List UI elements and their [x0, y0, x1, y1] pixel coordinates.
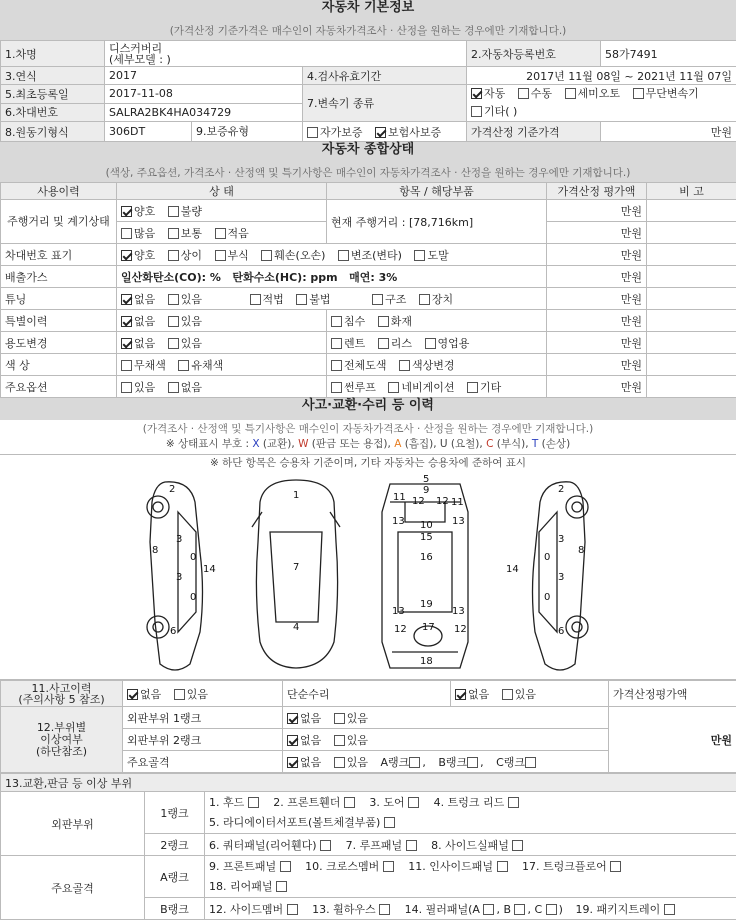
price-unit: 만원: [601, 122, 736, 142]
part-number: 0: [190, 552, 197, 563]
status-table: [0, 182, 736, 398]
opt-cvt: 무단변속기: [645, 87, 699, 100]
checkbox-sunroof[interactable]: [331, 382, 342, 393]
opt-yes: 있음: [186, 687, 209, 701]
checkbox-vin-good[interactable]: [121, 250, 132, 261]
checkbox-tuning-yes[interactable]: [168, 294, 179, 305]
checkbox-navigation[interactable]: [388, 382, 399, 393]
part-door: 3. 도어: [369, 795, 405, 809]
opt-yes: 있음: [346, 711, 369, 725]
part-front-fender: 2. 프론트휀더: [273, 795, 341, 809]
eval-unit: 만원: [547, 222, 647, 244]
remark-cell: [647, 244, 736, 266]
legend-c-text: (부식),: [493, 438, 532, 450]
checkbox-mileage-bad[interactable]: [168, 206, 179, 217]
opt-none: 없음: [134, 314, 156, 328]
checkbox-side-sill[interactable]: [512, 840, 523, 851]
mileage-value: 현재 주행거리 : [78,716km]: [327, 200, 547, 244]
checkbox-pillar-b[interactable]: [514, 904, 525, 915]
part-number: 0: [544, 552, 551, 563]
checkbox-manual[interactable]: [518, 88, 529, 99]
checkbox-achromatic[interactable]: [121, 360, 132, 371]
rankA-label: A랭크: [145, 856, 205, 898]
opt-vin-damage: 훼손(오손): [274, 248, 326, 262]
checkbox-front-panel[interactable]: [280, 861, 291, 872]
checkbox-semi[interactable]: [565, 88, 576, 99]
inspection-period: 2017년 11월 08일 ~ 2021년 11월 07일: [467, 67, 736, 85]
accident-history-label: 11.사고이력: [31, 681, 92, 695]
opt-yes: 있음: [180, 336, 203, 350]
part-inside-panel: 11. 인사이드패널: [408, 859, 493, 873]
remark-cell: [647, 332, 736, 354]
remark-cell: [647, 200, 736, 222]
eval-unit: 만원: [547, 244, 647, 266]
eval-label: 가격산정평가액: [609, 681, 736, 707]
opt-none: 없음: [300, 733, 322, 747]
checkbox-hood[interactable]: [248, 797, 259, 808]
first-reg: 2017-11-08: [105, 85, 303, 104]
part-number: 12: [394, 624, 407, 635]
rank-a-label: A랭크: [380, 755, 410, 769]
part-side-sill: 8. 사이드실패널: [431, 838, 509, 852]
opt-none: 없음: [180, 380, 203, 394]
opt-self-warranty: 자가보증: [320, 125, 363, 139]
header-eval: 가격산정 평가액: [547, 183, 647, 200]
checkbox-vin-corrosion[interactable]: [215, 250, 226, 261]
opt-yes: 있음: [134, 380, 156, 394]
checkbox-quarter-panel[interactable]: [320, 840, 331, 851]
abnormal-label: 12.부위별: [36, 720, 87, 734]
part-number: 1: [293, 490, 300, 501]
opt-navigation: 네비게이션: [401, 380, 455, 394]
part-number: 5: [423, 474, 430, 485]
checkbox-device[interactable]: [419, 294, 430, 305]
opt-vin-corrosion: 부식: [227, 248, 249, 262]
opt-vin-painted: 도말: [427, 248, 449, 262]
opt-yes: 있음: [180, 292, 203, 306]
checkbox-vin-painted[interactable]: [414, 250, 425, 261]
checkbox-outer2-yes[interactable]: [334, 735, 345, 746]
checkbox-many[interactable]: [121, 228, 132, 239]
legend-w: W: [298, 438, 309, 450]
part-cross-member: 10. 크로스멤버: [305, 859, 380, 873]
checkbox-color-change[interactable]: [399, 360, 410, 371]
abnormal-label-2: 이상여부: [40, 732, 83, 746]
rank-c-label: C랭크: [496, 755, 526, 769]
header-remark: 비 고: [647, 183, 736, 200]
header-usage: 사용이력: [1, 183, 117, 200]
checkbox-lease[interactable]: [378, 338, 389, 349]
eval-unit: 만원: [547, 332, 647, 354]
checkbox-rank-b[interactable]: [467, 757, 478, 768]
abnormal-label-3: (하단참조): [35, 744, 88, 758]
opt-illegal: 불법: [309, 292, 331, 306]
special-label: 특별이력: [1, 310, 117, 332]
car-name: 디스커버리: [109, 41, 163, 55]
engine: 306DT: [109, 125, 146, 138]
checkbox-options-none[interactable]: [168, 382, 179, 393]
remark-cell: [647, 288, 736, 310]
opt-insurance-warranty: 보험사보증: [388, 125, 442, 139]
checkbox-rent[interactable]: [331, 338, 342, 349]
part-number: 0: [544, 592, 551, 603]
outer-rank2-label: 외판부위 2랭크: [123, 729, 283, 751]
checkbox-pillar-c[interactable]: [546, 904, 557, 915]
opt-none: 없음: [140, 687, 162, 701]
remark-cell: [647, 266, 736, 288]
checkbox-rank-a[interactable]: [409, 757, 420, 768]
opt-full-paint: 전체도색: [344, 358, 387, 372]
checkbox-pillar-a[interactable]: [483, 904, 494, 915]
sub-note: ※ 하단 항목은 승용차 기준이며, 기타 자동차는 승용차에 준하여 표시: [0, 454, 736, 472]
opt-other: 기타: [480, 380, 502, 394]
options-label: 주요옵션: [1, 376, 117, 398]
opt-business: 영업용: [437, 336, 470, 350]
eval-unit: 만원: [547, 376, 647, 398]
opt-yes: 있음: [346, 733, 369, 747]
basic-info-title: 자동차 기본정보: [0, 0, 736, 22]
opt-legal: 적법: [262, 292, 284, 306]
frame-parts-label: 주요골격: [1, 856, 145, 920]
legend-x-text: (교환),: [259, 438, 299, 450]
checkbox-simple-yes[interactable]: [502, 689, 513, 700]
emission-label: 배출가스: [1, 266, 117, 288]
pillar-b-label: B: [503, 902, 511, 916]
opt-none: 없음: [134, 292, 156, 306]
checkbox-chromatic[interactable]: [178, 360, 189, 371]
legend-x: X: [252, 438, 260, 450]
part-number: 13: [392, 606, 405, 617]
use-change-label: 용도변경: [1, 332, 117, 354]
opt-flood: 침수: [344, 314, 366, 328]
part-radiator-support: 5. 라디에이터서포트(볼트체결부품): [209, 815, 381, 829]
reg-no-label: 2.자동차등록번호: [467, 41, 601, 67]
checkbox-outer1-yes[interactable]: [334, 713, 345, 724]
status-legend: [0, 436, 736, 454]
opt-many: 많음: [134, 226, 156, 240]
checkbox-use-yes[interactable]: [168, 338, 179, 349]
car-model: (세부모델 : ): [109, 52, 171, 66]
header-status: 상 태: [117, 183, 327, 200]
opt-few: 적음: [227, 226, 249, 240]
outer-parts-label: 외판부위: [1, 792, 145, 856]
accident-title: 사고·교환·수리 등 이력: [0, 398, 736, 420]
mileage-label: 주행거리 및 계기상태: [1, 200, 117, 244]
car-diagram: [0, 472, 736, 680]
checkbox-outer2-none[interactable]: [287, 735, 298, 746]
checkbox-normal[interactable]: [168, 228, 179, 239]
year: 2017: [105, 67, 303, 85]
checkbox-simple-none[interactable]: [455, 689, 466, 700]
part-number: 3: [176, 572, 183, 583]
part-hood: 1. 후드: [209, 795, 245, 809]
checkbox-tuning-none[interactable]: [121, 294, 132, 305]
part-number: 0: [190, 592, 197, 603]
checkbox-radiator-support[interactable]: [384, 817, 395, 828]
checkbox-vin-altered[interactable]: [338, 250, 349, 261]
inspection-label: 4.검사유효기간: [303, 67, 467, 85]
status-title: 자동차 종합상태: [0, 142, 736, 164]
opt-color-change: 색상변경: [412, 358, 455, 372]
part-number: 3: [558, 572, 565, 583]
reg-no: 58가7491: [601, 41, 736, 67]
part-number: 8: [578, 545, 585, 556]
checkbox-special-none[interactable]: [121, 316, 132, 327]
opt-semi: 세미오토: [577, 87, 621, 100]
part-number: 8: [152, 545, 159, 556]
part-number: 12: [412, 496, 425, 507]
part-number: 14: [506, 564, 519, 575]
rank1-label: 1랭크: [145, 792, 205, 834]
eval-unit: 만원: [609, 707, 736, 773]
basic-info-table: [0, 40, 736, 142]
opt-none: 없음: [300, 755, 322, 769]
part-number: 4: [293, 622, 300, 633]
emission-smoke: 매연: 3%: [349, 270, 398, 284]
opt-bad: 불량: [180, 204, 203, 218]
part-quarter-panel: 6. 쿼터패널(리어휀다): [209, 838, 317, 852]
checkbox-frame-yes[interactable]: [334, 757, 345, 768]
eval-unit: 만원: [547, 288, 647, 310]
part-number: 6: [170, 626, 177, 637]
opt-none: 없음: [468, 687, 490, 701]
part-number: 15: [420, 532, 433, 543]
checkbox-mileage-good[interactable]: [121, 206, 132, 217]
part-number: 12: [436, 496, 449, 507]
part-number: 3: [558, 534, 565, 545]
rankB-label: B랭크: [145, 898, 205, 920]
legend-t-text: (손상): [538, 438, 571, 450]
checkbox-cross-member[interactable]: [383, 861, 394, 872]
opt-auto: 자동: [484, 87, 506, 100]
checkbox-frame-none[interactable]: [287, 757, 298, 768]
checkbox-few[interactable]: [215, 228, 226, 239]
part-number: 13: [452, 516, 465, 527]
remark-cell: [647, 310, 736, 332]
checkbox-package-tray[interactable]: [664, 904, 675, 915]
part-number: 11: [451, 497, 464, 508]
checkbox-options-yes[interactable]: [121, 382, 132, 393]
checkbox-self-warranty[interactable]: [307, 127, 318, 138]
opt-achromatic: 무채색: [134, 358, 166, 372]
checkbox-other[interactable]: [471, 106, 482, 117]
part-number: 13: [452, 606, 465, 617]
checkbox-vin-damage[interactable]: [261, 250, 272, 261]
checkbox-use-none[interactable]: [121, 338, 132, 349]
part-number: 3: [176, 534, 183, 545]
part-number: 11: [393, 492, 406, 503]
price-label: 가격산정 기준가격: [467, 122, 601, 142]
part-number: 2: [558, 484, 565, 495]
checkbox-rear-panel[interactable]: [276, 881, 287, 892]
opt-vin-altered: 변조(변타): [350, 248, 402, 262]
car-outline-svg: [0, 472, 736, 680]
status-note: (색상, 주요옵션, 가격조사 · 산정액 및 특기사항은 매수인이 자동차가격조사 · 산정을 원하는 경우에만 기재합니다.): [0, 164, 736, 182]
checkbox-door[interactable]: [408, 797, 419, 808]
vin-mark-label: 차대번호 표기: [1, 244, 117, 266]
legend-a: A: [394, 438, 402, 450]
car-name-label: 1.차명: [1, 41, 105, 67]
legend-w-text: (판금 또는 용접),: [308, 438, 395, 450]
frame-label: 주요골격: [123, 751, 283, 773]
checkbox-roof-panel[interactable]: [406, 840, 417, 851]
part-number: 19: [420, 599, 433, 610]
legend-prefix: ※ 상태표시 부호 :: [165, 438, 253, 450]
part-number: 12: [454, 624, 467, 635]
checkbox-special-yes[interactable]: [168, 316, 179, 327]
opt-chromatic: 유채색: [191, 358, 224, 372]
eval-unit: 만원: [547, 200, 647, 222]
header-item: 항목 / 해당부품: [327, 183, 547, 200]
checkbox-business[interactable]: [425, 338, 436, 349]
part-package-tray: 19. 패키지트레이: [575, 902, 661, 916]
year-label: 3.연식: [1, 67, 105, 85]
part-wheel-house: 13. 휠하우스: [312, 902, 376, 916]
opt-yes: 있음: [346, 755, 369, 769]
eval-unit: 만원: [547, 354, 647, 376]
opt-yes: 있음: [180, 314, 203, 328]
opt-rent: 렌트: [344, 336, 366, 350]
opt-other: 기타( ): [484, 105, 518, 118]
part-trunk-floor: 17. 트렁크플로어: [522, 859, 607, 873]
opt-none: 없음: [300, 711, 322, 725]
remark-cell: [647, 222, 736, 244]
legend-a-text: (흠집), U (요철),: [401, 438, 487, 450]
part-number: 14: [203, 564, 216, 575]
remark-cell: [647, 376, 736, 398]
checkbox-wheel-house[interactable]: [379, 904, 390, 915]
opt-lease: 리스: [390, 336, 413, 350]
eval-unit: 만원: [547, 266, 647, 288]
basic-info-note: (가격산정 기준가격은 매수인이 자동차가격조사 · 산정을 원하는 경우에만 기재합니다.): [0, 22, 736, 40]
part-rear-panel: 18. 리어패널: [209, 879, 273, 893]
engine-label: 8.원동기형식: [1, 122, 105, 142]
outer-rank1-label: 외판부위 1랭크: [123, 707, 283, 729]
legend-c: C: [486, 438, 494, 450]
parts-table: 13.교환,판금 등 이상 부위 외판부위 1랭크 1. 후드 2. 프론트휀더 3. 도어 4. 트렁크 리드 5. 라디에이터서포트(볼트체결부품) 2랭크 6. 쿼터패널(리어휀다) 7. 루프패널 8. 사이드실패널 주요골격 A랭크 9. 프론트패널 10. 크로스멤버 11. 인사이드패널 17. 트렁크플로어 18. 리어패널 B랭크 12. 사이드멤버 13. 휠하우스 14. 필러패널(A , B , C ) 19. 패키지트레이: [0, 773, 736, 920]
opt-good: 양호: [134, 204, 156, 218]
checkbox-insurance-warranty[interactable]: [375, 127, 386, 138]
warranty-label: 9.보증유형: [191, 122, 249, 141]
part-number: 2: [169, 484, 176, 495]
opt-yes: 있음: [514, 687, 537, 701]
checkbox-full-paint[interactable]: [331, 360, 342, 371]
checkbox-structure[interactable]: [372, 294, 383, 305]
part-number: 13: [392, 516, 405, 527]
checkbox-trunk-floor[interactable]: [610, 861, 621, 872]
opt-fire: 화재: [390, 314, 413, 328]
part-roof-panel: 7. 루프패널: [345, 838, 403, 852]
checkbox-outer1-none[interactable]: [287, 713, 298, 724]
checkbox-options-other[interactable]: [467, 382, 478, 393]
part-number: 6: [558, 626, 565, 637]
checkbox-front-fender[interactable]: [344, 797, 355, 808]
part-side-member: 12. 사이드멤버: [209, 902, 284, 916]
accident-table: 11.사고이력 (주의사항 5 참조) 없음 있음 단순수리 없음 있음 가격산정평가액 12.부위별 이상여부 (하단참조) 외판부위 1랭크 없음 있음 만원 외판부위 2랭크 없음 있음 주요골격 없음 있음 A랭크 , B랭크 , C랭크: [0, 680, 736, 773]
part-trunk-lid: 4. 트렁크 리드: [433, 795, 505, 809]
opt-device: 장치: [431, 292, 454, 306]
rank-b-label: B랭크: [438, 755, 468, 769]
checkbox-side-member[interactable]: [287, 904, 298, 915]
first-reg-label: 5.최초등록일: [1, 85, 105, 104]
checkbox-cvt[interactable]: [633, 88, 644, 99]
vin-label: 6.차대번호: [1, 103, 105, 122]
part-number: 7: [293, 562, 300, 573]
part-number: 17: [422, 622, 435, 633]
checkbox-rank-c[interactable]: [525, 757, 536, 768]
checkbox-legal[interactable]: [250, 294, 261, 305]
checkbox-trunk-lid[interactable]: [508, 797, 519, 808]
checkbox-auto[interactable]: [471, 88, 482, 99]
opt-none: 없음: [134, 336, 156, 350]
opt-vin-diff: 상이: [180, 248, 203, 262]
pillar-c-label: C: [534, 902, 543, 916]
part-pillar-panel: 14. 필러패널(A: [404, 902, 480, 916]
eval-unit: 만원: [547, 310, 647, 332]
opt-sunroof: 썬루프: [344, 380, 376, 394]
part-number: 10: [420, 520, 433, 531]
color-label: 색 상: [1, 354, 117, 376]
part-front-panel: 9. 프론트패널: [209, 859, 277, 873]
opt-manual: 수동: [530, 87, 553, 100]
tuning-label: 튜닝: [1, 288, 117, 310]
opt-structure: 구조: [385, 292, 407, 306]
accident-history-sub: (주의사항 5 참조): [18, 692, 105, 706]
simple-repair-label: 단순수리: [283, 681, 451, 707]
checkbox-inside-panel[interactable]: [497, 861, 508, 872]
checkbox-fire[interactable]: [378, 316, 389, 327]
checkbox-illegal[interactable]: [296, 294, 307, 305]
checkbox-accident-none[interactable]: [127, 689, 138, 700]
opt-vin-good: 양호: [134, 248, 156, 262]
emission-hc: 탄화수소(HC): ppm: [232, 270, 338, 284]
opt-normal: 보통: [180, 226, 203, 240]
part-number: 9: [423, 485, 430, 496]
emission-co: 일산화탄소(CO): %: [121, 270, 221, 284]
part-number: 16: [420, 552, 433, 563]
transmission-label: 7.변속기 종류: [303, 85, 467, 122]
legend-t: T: [531, 438, 539, 450]
parts-title: 13.교환,판금 등 이상 부위: [1, 774, 736, 792]
part-number: 18: [420, 656, 433, 667]
checkbox-flood[interactable]: [331, 316, 342, 327]
checkbox-vin-diff[interactable]: [168, 250, 179, 261]
rank2-label: 2랭크: [145, 834, 205, 856]
vin: SALRA2BK4HA034729: [105, 103, 303, 122]
accident-note: (가격조사 · 산정액 및 특기사항은 매수인이 자동차가격조사 · 산정을 원하는 경우에만 기재합니다.): [0, 420, 736, 436]
remark-cell: [647, 354, 736, 376]
checkbox-accident-yes[interactable]: [174, 689, 185, 700]
